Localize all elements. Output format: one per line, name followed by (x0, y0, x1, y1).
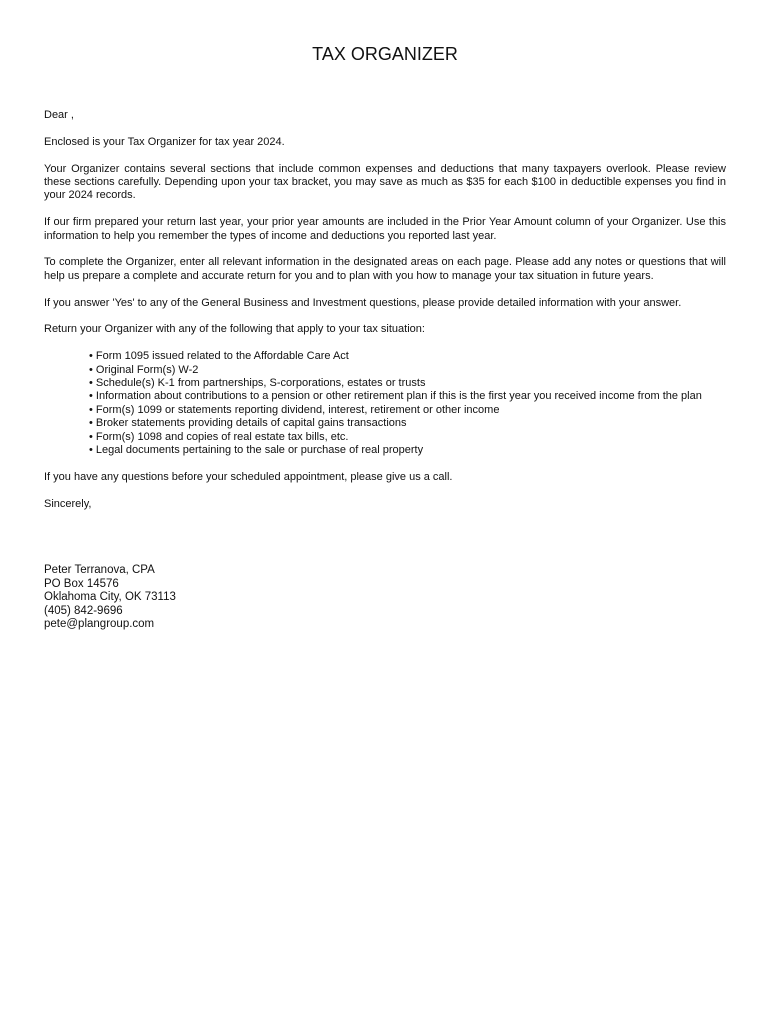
paragraph-questions: If you answer 'Yes' to any of the General Business and Investment questions, please provide detailed information with your answer. (44, 296, 682, 309)
paragraph-sections: Your Organizer contains several sections that include common expenses and deductions that many taxpayers overlook. Please review these sections carefully. Depending upon your tax bracket, you may save as much as $35 for each $100 in deductible expenses you find in your 2024 records. (44, 162, 726, 202)
paragraph-complete: To complete the Organizer, enter all relevant information in the designated areas on each page. Please add any notes or questions that will help us prepare a complete and accurate return for you and to plan with you how to manage your tax situation in future years. (44, 256, 726, 282)
letter-body (44, 109, 726, 631)
page-title: TAX ORGANIZER (312, 44, 458, 64)
signature-block (44, 564, 726, 631)
list-item: • Legal documents pertaining to the sale or purchase of real property (89, 444, 726, 457)
paragraph-prior-year: If our firm prepared your return last year, your prior year amounts are included in the Prior Year Amount column of your Organizer. Use this information to help you remember the types of income and deductions you reported last year. (44, 216, 726, 242)
signature-space (44, 524, 726, 564)
list-item: • Form(s) 1099 or statements reporting dividend, interest, retirement or other income (89, 404, 726, 417)
list-item: • Schedule(s) K-1 from partnerships, S-corporations, estates or trusts (89, 377, 726, 390)
closing: Sincerely, (44, 497, 92, 510)
email-address: pete@plangroup.com (44, 618, 155, 631)
address-line-2: Oklahoma City, OK 73113 (44, 591, 176, 604)
list-item: • Original Form(s) W-2 (89, 364, 726, 377)
phone-number: (405) 842-9696 (44, 604, 123, 617)
list-item: • Broker statements providing details of capital gains transactions (89, 417, 726, 430)
salutation: Dear , (44, 109, 74, 121)
address-line-1: PO Box 14576 (44, 577, 119, 590)
list-item: • Information about contributions to a pension or other retirement plan if this is the first year you received income from the plan (89, 390, 726, 403)
paragraph-return: Return your Organizer with any of the following that apply to your tax situation: (44, 323, 425, 336)
paragraph-call: If you have any questions before your scheduled appointment, please give us a call. (44, 470, 453, 483)
signer-name: Peter Terranova, CPA (44, 564, 155, 577)
paragraph-intro: Enclosed is your Tax Organizer for tax year 2024. (44, 135, 285, 148)
list-item: • Form(s) 1098 and copies of real estate tax bills, etc. (89, 431, 726, 444)
list-item: • Form 1095 issued related to the Affordable Care Act (89, 350, 726, 363)
documents-list (44, 350, 726, 457)
